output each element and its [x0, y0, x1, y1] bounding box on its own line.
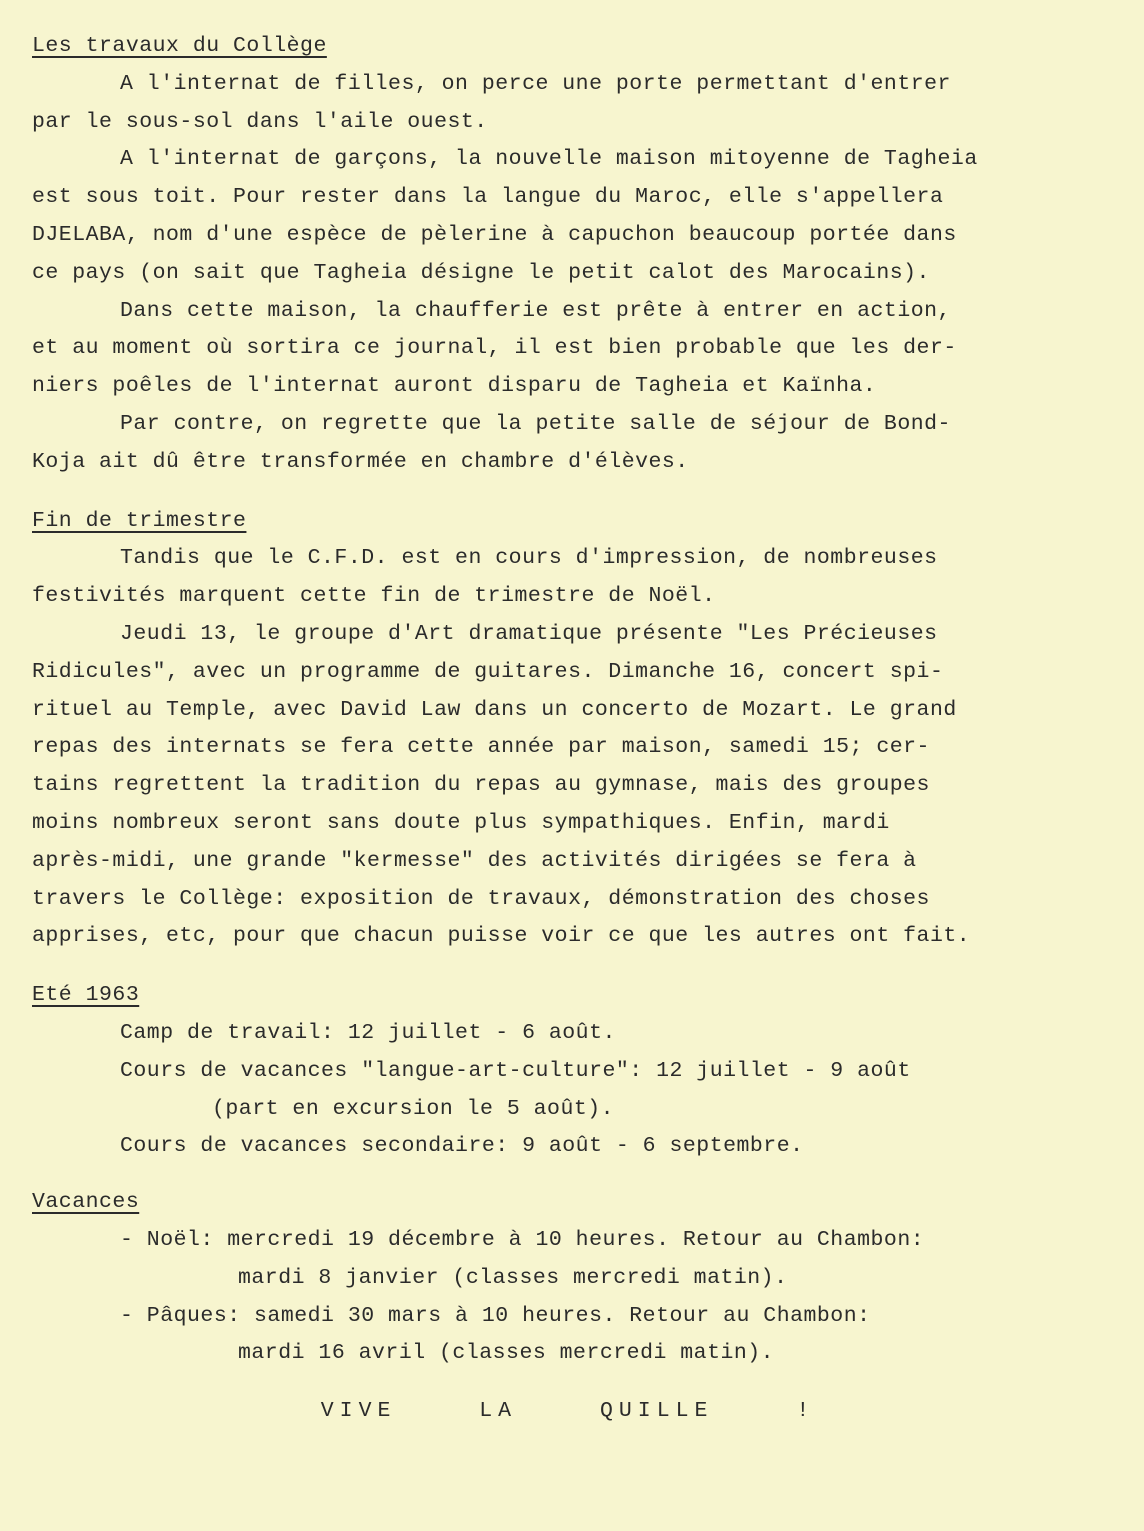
closing-word: LA: [479, 1399, 518, 1424]
text-line: mardi 8 janvier (classes mercredi matin).: [238, 1265, 788, 1290]
spacer: [32, 1166, 1104, 1184]
text-line: et au moment où sortira ce journal, il est bien probable que les der-: [32, 336, 957, 361]
section-heading-travaux: Les travaux du Collège: [32, 34, 327, 58]
text-line: (part en excursion le 5 août).: [212, 1096, 615, 1121]
text-line: Dans cette maison, la chaufferie est prête à entrer en action,: [120, 298, 951, 323]
text-line: Cours de vacances secondaire: 9 août - 6 septembre.: [120, 1134, 804, 1159]
text-line: A l'internat de garçons, la nouvelle maison mitoyenne de Tagheia: [120, 147, 978, 172]
text-line: moins nombreux seront sans doute plus sympathiques. Enfin, mardi: [32, 810, 890, 835]
text-line: par le sous-sol dans l'aile ouest.: [32, 109, 488, 134]
spacer: [32, 956, 1104, 977]
text-line: Camp de travail: 12 juillet - 6 août.: [120, 1020, 616, 1045]
text-line: niers poêles de l'internat auront disparu de Tagheia et Kaïnha.: [32, 374, 877, 399]
closing-line: [32, 1393, 1104, 1431]
section-heading-vacances: Vacances: [32, 1190, 140, 1215]
text-line: ce pays (on sait que Tagheia désigne le petit calot des Marocains).: [32, 260, 930, 285]
closing-word: QUILLE: [600, 1399, 714, 1424]
text-line: Cours de vacances "langue-art-culture": 12 juillet - 9 août: [120, 1058, 911, 1083]
text-line: après-midi, une grande "kermesse" des activités dirigées se fera à: [32, 848, 917, 873]
section-heading-ete: Eté 1963: [32, 983, 140, 1008]
closing-word: !: [796, 1399, 816, 1424]
text-line: Ridicules", avec un programme de guitares. Dimanche 16, concert spi-: [32, 659, 944, 684]
text-line: Jeudi 13, le groupe d'Art dramatique présente "Les Précieuses: [120, 621, 938, 646]
text-line: Koja ait dû être transformée en chambre d'élèves.: [32, 449, 689, 474]
text-line: travers le Collège: exposition de travaux, démonstration des choses: [32, 886, 930, 911]
text-line: - Pâques: samedi 30 mars à 10 heures. Retour au Chambon:: [120, 1303, 871, 1328]
text-line: Tandis que le C.F.D. est en cours d'impression, de nombreuses: [120, 546, 938, 571]
text-line: tains regrettent la tradition du repas au gymnase, mais des groupes: [32, 773, 930, 798]
text-line: apprises, etc, pour que chacun puisse voir ce que les autres ont fait.: [32, 924, 971, 949]
closing-word: VIVE: [320, 1399, 397, 1424]
paragraph: [32, 66, 1104, 104]
text-line: rituel au Temple, avec David Law dans un concerto de Mozart. Le grand: [32, 697, 957, 722]
text-line: est sous toit. Pour rester dans la langue du Maroc, elle s'appellera: [32, 185, 944, 210]
text-line: mardi 16 avril (classes mercredi matin).: [238, 1341, 775, 1366]
text-line: A l'internat de filles, on perce une porte permettant d'entrer: [120, 71, 951, 96]
text-line: repas des internats se fera cette année par maison, samedi 15; cer-: [32, 735, 930, 760]
section-heading-fin-de-trimestre: Fin de trimestre: [32, 508, 247, 533]
text-line: festivités marquent cette fin de trimestre de Noël.: [32, 584, 716, 609]
text-line: Par contre, on regrette que la petite salle de séjour de Bond-: [120, 411, 951, 436]
spacer: [32, 482, 1104, 503]
text-line: - Noël: mercredi 19 décembre à 10 heures. Retour au Chambon:: [120, 1227, 925, 1252]
text-line: DJELABA, nom d'une espèce de pèlerine à capuchon beaucoup portée dans: [32, 222, 957, 247]
